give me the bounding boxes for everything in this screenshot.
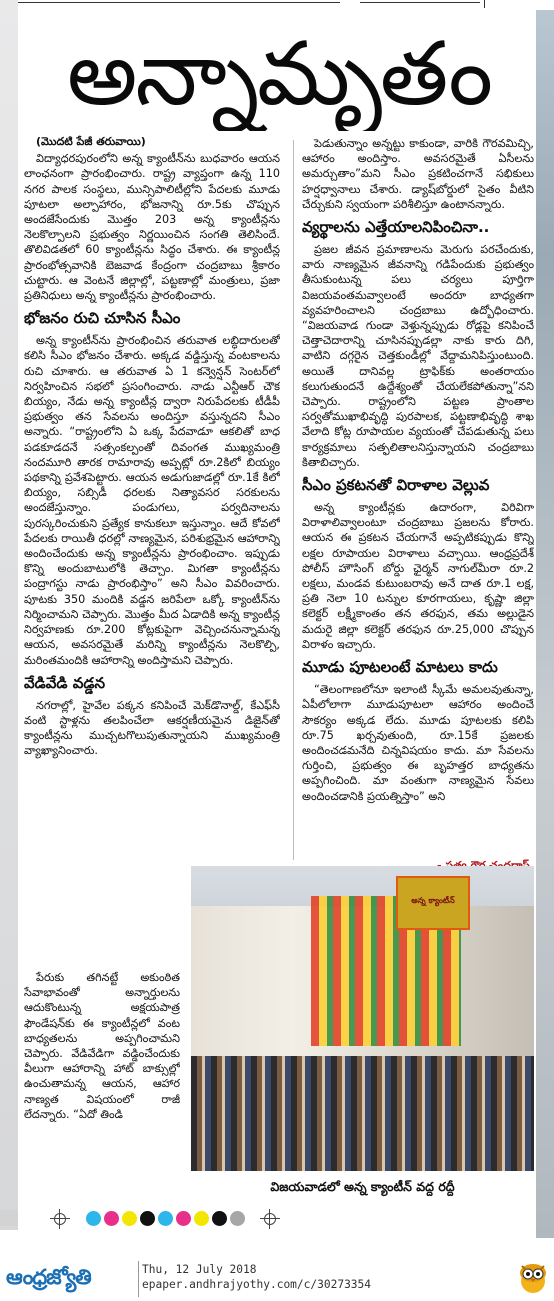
owl-mascot-icon: [518, 1262, 548, 1294]
adjacent-page-strip-left: [0, 0, 18, 1230]
subheading: వేడివేడి వడ్డన: [24, 673, 106, 692]
top-rule: [0, 0, 554, 10]
article-headline: అన్నామృతం: [67, 22, 491, 125]
left-narrow-column: [24, 970, 180, 1200]
left-column: [24, 134, 280, 984]
registration-gray-block: [0, 1210, 18, 1226]
column-divider: [293, 140, 294, 860]
paragraph: ప్రజల జీవన ప్రమాణాలను మెరుగు పరచేందుకు, వారు నాణ్యమైన జీవనాన్ని గడిపేందుకు ప్రభుత్వం తీసుకుంటున్న పలు చర్యలు పూర్తిగా విజయవంతమవ్వాలంటే అందరూ బాధ్యతగా వ్యవహరించాలని చంద్రబాబు ఉద్బోధించారు. “విజయవాడ గుండా వెళ్తున్నప్పుడు రోడ్లపై కనిపించే చెత్తాచెదారాన్ని చూసినప్పుడల్లా నాకు కారు దిగి, వాటిని దగ్గరైన చెత్తకుండీల్లో వేద్దామనిపిస్తుంటుంది. అయితే దానివల్ల ట్రాఫిక్‌కు అంతరాయం కలుగుతుందనే ఉద్దేశ్యంతో చేయలేకపోతున్నా”నని చెప్పారు. రాష్ట్రంలోని పట్టణ ప్రాంతాల సర్వతోముఖాభివృద్ధి పురపాలక, పట్టణాభివృద్ధి శాఖ వేలాది కోట్ల రూపాయల వ్యయంతో చేపడుతున్న పలు కార్యక్రమాలు సత్ఫలితాలనిస్తున్నాయని చంద్రబాబు కితాబిచ్చారు.: [302, 243, 534, 469]
subheading: భోజనం రుచి చూసిన సీఎం: [24, 309, 181, 328]
epaper-url[interactable]: epaper.andhrajyothy.com/c/30273354: [142, 1278, 372, 1291]
paragraph: విద్యాధరపురంలోని అన్న క్యాంటీన్‌ను బుధవారం ఆయన లాంఛనంగా ప్రారంభించారు. రాష్ట్ర వ్యాప్తంగా ఉన్న 110 నగర పాలక సంస్థలు, మున్సిపాలిటీల్లోని పేదలకు మూడు పూటలా అల్పాహారం, భోజనాన్ని రూ.5కు చొప్పున అందజేసేందుకు మొత్తం 203 అన్న క్యాంటీన్లను నెలకొల్పాలని ప్రభుత్వం నిర్ణయించిన సంగతి తెలిసిందే. తొలివిడతలో 60 క్యాంటీన్లను సిద్ధం చేశారు. ఈ క్యాంటీన్ల ప్రారంభోత్సవానికి బెజవాడ కేంద్రంగా చంద్రబాబు శ్రీకారం చుట్టారు. ఆ వెంటనే జిల్లాల్లో, పట్టణాల్లో మంత్రులు, ప్రజా ప్రతినిధులు అన్న క్యాంటీన్లను ప్రారంభించారు.: [24, 152, 280, 303]
paragraph: అన్న క్యాంటీన్‌ను ప్రారంభించిన తరువాత లబ్ధిదారులతో కలిసి సీఎం భోజనం చేశారు. అక్కడ వడ్డిస్తున్న వంటకాలను రుచి చూశారు. ఆ తరువాత ఏ 1 కన్వెన్షన్ సెంటర్‌లో నిర్వహించిన సభలో ప్రసంగించారు. నాడు ఎన్టీఆర్ చౌక బియ్యం, నేడు అన్న క్యాంటీన్ల ద్వారా నిరుపేదలకు టీడీపీ ప్రభుత్వం తన సేవలను అందిస్తూ వస్తున్నదని సీఎం అన్నారు. “రాష్ట్రంలోని ఏ ఒక్క పేదవాడూ ఆకలితో బాధ పడకూడదనే సత్సంకల్పంతో దివంగత ముఖ్యమంత్రి నందమూరి తారక రామారావు అప్పట్లో రూ.2కిలో బియ్యం పథకాన్ని ప్రవేశపెట్టారు. ఆయన అడుగుజాడల్లో రూ.1కే కిలో బియ్యం, సబ్సిడీ ధరలకు నిత్యావసర సరకులను అందజేస్తున్నాం. పండుగలు, పర్వదినాలను పురస్కరించుకుని ప్రత్యేక కానుకలూ ఇస్తున్నాం. ఆదే కోవలో పేదలకు రాయితీ ధరల్లో నాణ్యమైన, పరిశుభ్రమైన ఆహారాన్ని అందించేందుకు అన్న క్యాంటీన్లను ప్రారంభించాం. ఇప్పుడు కొన్ని అందుబాటులోకి తెచ్చాం. మిగతా క్యాంటీన్లను పంద్రాగస్టు నాడు ప్రారంభిస్తాం” అని సీఎం వివరించారు. పూటకు 350 మందికి వడ్డన జరిపేలా ఒక్కో క్యాంటీన్‌ను నిర్మించామని చెప్పారు. మొత్తం మీద ఏడాదికి అన్న క్యాంటీన్ల నిర్వహణకు రూ.200 కోట్లకుపైగా వెచ్చించనున్నామన్న ఆయన, అవసరమైతే మరిన్ని క్యాంటీన్లను నెలకొల్పి, మరింతమందికి ఆహారాన్ని అందిస్తామని చెప్పారు.: [24, 334, 280, 667]
registration-color-dot: [86, 1211, 101, 1226]
adjacent-photo-strip-right: [536, 10, 554, 1240]
registration-bar: [0, 1208, 554, 1230]
registration-crosshair-icon: [50, 1209, 70, 1229]
edition-date: Thu, 12 July 2018: [142, 1263, 257, 1276]
paragraph: “తెలంగాణలోనూ ఇలాంటి స్కీమే అమలవుతున్నా, ఏపీలోలాగా మూడుపూటలా ఆహారం అందించే సౌకర్యం అక్కడ లేదు. మూడు పూటలకు కలిపి రూ.75 ఖర్చవుతుంది, రూ.15కే ప్రజలకు అందించడమనేది చిన్నవిషయం కాదు. మా సేవలను గుర్తించి, ప్రభుత్వం ఈ బృహత్తర బాధ్యతను అప్పగించింది. మా వంతుగా నాణ్యమైన సేవలు అందించడానికి ప్రయత్నిస్తాం” అని: [302, 683, 534, 803]
subheading: సీఎం ప్రకటనతో విరాళాల వెల్లువ: [302, 476, 490, 495]
registration-color-dot: [104, 1211, 119, 1226]
canteen-signboard: [396, 876, 470, 930]
paragraph: పెడుతున్నాం అన్నట్టు కాకుండా, వారికి గౌరవమిచ్చి, ఆహారం అందిస్తాం. అవసరమైతే ఏసీలను అమర్చుతాం”మని సీఎం ప్రకటించగానే సభికులు హర్షధ్వానాలు చేశారు. డ్యాష్‌బోర్డులో సైతం వీటిని చేర్చుకుని స్వయంగా పరిశీలిస్తూ ఉంటానన్నారు.: [302, 137, 534, 211]
paragraph: అన్న క్యాంటీన్లకు ఉదారంగా, విరివిగా విరాళాలివ్వాలంటూ చంద్రబాబు ప్రజలను కోరారు. ఆయన ఈ ప్రకటన చేయగానే అప్పటికప్పుడు కొన్ని లక్షల రూపాయల విరాళాలు వచ్చాయి. ఆంధ్రప్రదేశ్ పోలీస్ హౌసింగ్ బోర్డు ఛైర్మన్ నాగుల్‌మీరా రూ.2 లక్షలు, మండవ కుటుంబరావు అనే దాత రూ.1 లక్ష, ప్రతి నెలా 10 టన్నుల కూరగాయలు, కృష్ణా జిల్లా కలెక్టర్ లక్ష్మీకాంతం తన తరఫున, తమ అల్లుడైన మదురై జిల్లా కలెక్టర్ తరఫున రూ.25,000 చొప్పున విరాళం ఇచ్చారు.: [302, 501, 534, 651]
registration-crosshair-icon: [260, 1209, 280, 1229]
footer-meta: [142, 1262, 371, 1292]
registration-color-dot: [158, 1211, 173, 1226]
registration-color-dot: [176, 1211, 191, 1226]
signboard-text: అన్న క్యాంటీన్: [411, 896, 455, 905]
andhrajyothy-logo[interactable]: ఆంధ్రజ్యోతి: [6, 1265, 91, 1289]
registration-color-dot: [194, 1211, 209, 1226]
paragraph: పేరుకు తగినట్టే అకుంఠిత సేవాభావంతో అన్నార్తులను ఆదుకొంటున్న అక్షయపాత్ర ఫౌండేషన్‌కు ఈ క్యాంటీన్లలో వంట బాధ్యతలను అప్పగించామని చెప్పారు. వేడివేడిగా వడ్డించేందుకు వీలుగా ఆహారాన్ని హాట్ బాక్సుల్లో ఉంచుతామన్న ఆయన, ఆహార నాణ్యత విషయంలో రాజీ లేదన్నారు. “ఏదో తిండి: [24, 971, 180, 1121]
registration-color-dot: [212, 1211, 227, 1226]
canteen-crowd-photo: [191, 866, 534, 1171]
registration-color-dot: [122, 1211, 137, 1226]
right-column: [302, 136, 534, 856]
photo-caption: విజయవాడలో అన్న క్యాంటీన్ వద్ద రద్దీ: [191, 1174, 534, 1200]
footer-divider: [138, 1261, 139, 1297]
continued-note: (మొదటి పేజీ తరువాయి): [36, 135, 146, 148]
registration-color-dot: [230, 1211, 245, 1226]
subheading: మూడు పూటలంటే మాటలు కాదు: [302, 658, 498, 677]
paragraph: నగరాల్లో, హైవేల పక్కన కనిపించే మెక్‌డొనాల్డ్, కేఎఫ్‌సీ వంటి స్టాళ్లను తలపించేలా ఆకర్షణీయమైన డిజైన్‌తో క్యాంటీన్లను ముచ్చటగొలుపుతున్నాయని ముఖ్యమంత్రి వ్యాఖ్యానించారు.: [24, 698, 280, 758]
subheading: వ్యర్థాలను ఎత్తేయాలనిపించినా..: [302, 218, 490, 237]
crowd: [191, 1056, 534, 1171]
registration-color-dot: [140, 1211, 155, 1226]
